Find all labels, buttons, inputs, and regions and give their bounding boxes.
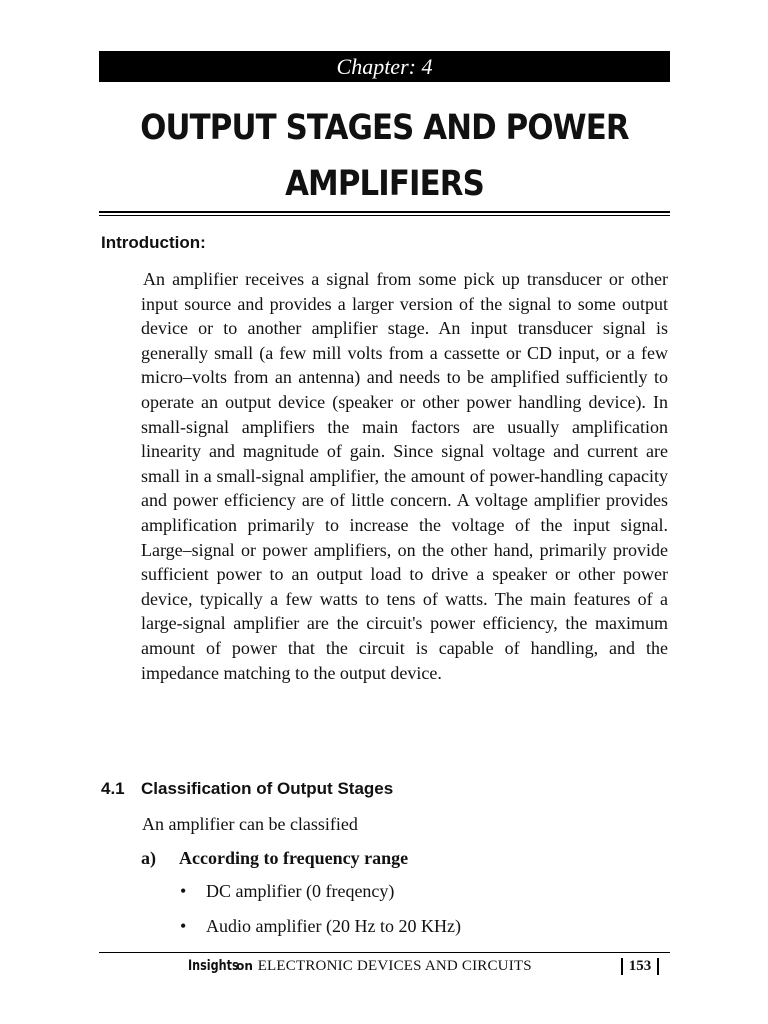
footer-on-label: on: [236, 959, 253, 973]
chapter-title-line-1: OUTPUT STAGES AND POWER: [140, 108, 629, 148]
chapter-banner: [99, 51, 670, 82]
title-divider-thin: [99, 215, 670, 216]
page-number-bar-right: [657, 958, 659, 975]
chapter-label: Chapter: 4: [336, 53, 433, 79]
page-number-bar-left: [621, 958, 623, 975]
footer-book-title: ELECTRONIC DEVICES AND CIRCUITS: [257, 958, 532, 974]
footer-insights-label: Insights: [188, 958, 239, 974]
footer-divider: [99, 952, 670, 953]
intro-heading: Introduction:: [101, 233, 206, 252]
page-number: 153: [628, 957, 652, 974]
section-title: Classification of Output Stages: [141, 779, 394, 798]
section-lead-text: An amplifier can be classified: [142, 814, 358, 834]
bullet-icon: •: [180, 881, 187, 901]
footer-running-title: [188, 956, 532, 975]
bullet-icon: •: [180, 916, 187, 936]
subsection-title: According to frequency range: [179, 848, 409, 868]
section-number: 4.1: [101, 779, 125, 798]
list-item-text: Audio amplifier (20 Hz to 20 KHz): [206, 916, 461, 936]
page-number-box: [614, 955, 666, 977]
subsection-heading: [141, 848, 408, 869]
chapter-title: [133, 100, 635, 212]
list-item: [180, 881, 394, 902]
intro-paragraph: An amplifier receives a signal from some pick up transducer or other input source and provides a larger version of the signal to some output device or to another amplifier stage. An input transducer signal is generally small (a few mill volts from a cassette or CD input, or a few micro–volts from an antenna) and needs to be amplified sufficiently to operate an output device (speaker or other power handling device). In small-signal amplifiers the main factors are usually amplification linearity and magnitude of gain. Since signal voltage and current are small in a small-signal amplifier, the amount of power-handling capacity and power efficiency are of little concern. A voltage amplifier provides amplification primarily to increase the voltage of the input signal. Large–signal or power amplifiers, on the other hand, primarily provide sufficient power to an output load to drive a speaker or other power device, typically a few watts to tens of watts. The main features of a large-signal amplifier are the circuit's power efficiency, the maximum amount of power that the circuit is capable of handling, and the impedance matching to the output device.: [141, 269, 668, 683]
subsection-marker: a): [141, 848, 156, 868]
list-item-text: DC amplifier (0 freqency): [206, 881, 395, 901]
list-item: [180, 916, 461, 937]
title-divider-thick: [99, 211, 670, 213]
chapter-title-line-2: AMPLIFIERS: [285, 164, 484, 204]
section-heading: [101, 779, 393, 799]
